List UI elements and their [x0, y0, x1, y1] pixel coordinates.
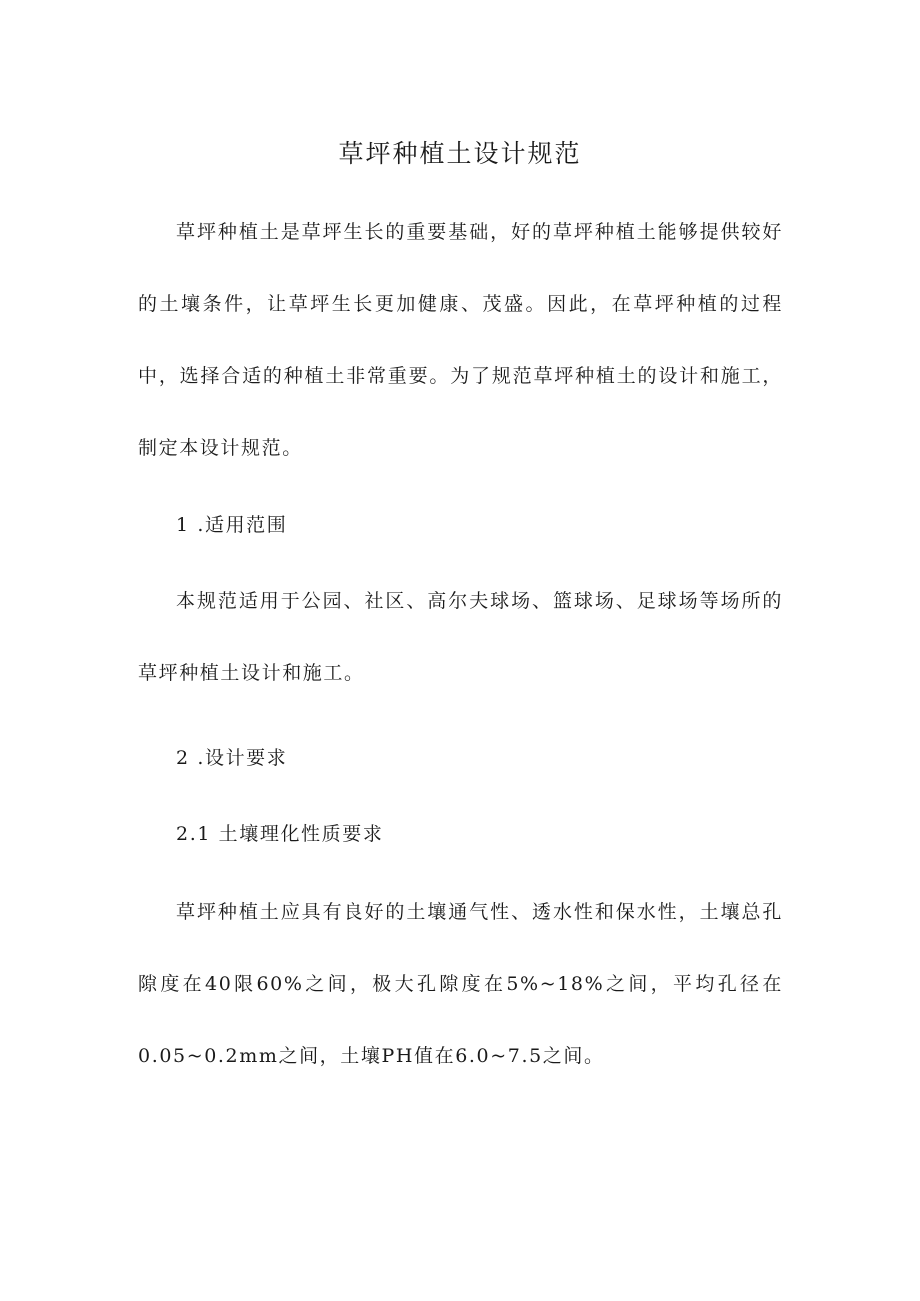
section-heading-scope: 1 .适用范围	[176, 514, 288, 536]
intro-paragraph: 草坪种植土是草坪生长的重要基础，好的草坪种植土能够提供较好的土壤条件，让草坪生长更加健康、茂盛。因此，在草坪种植的过程中，选择合适的种植土非常重要。为了规范草坪种植土的设计和施工，制定本设计规范。	[138, 221, 783, 459]
document-title: 草坪种植土设计规范	[338, 139, 582, 168]
soil-properties-paragraph: 草坪种植土应具有良好的土壤通气性、透水性和保水性，土壤总孔隙度在40限60%之间，极大孔隙度在5%~18%之间，平均孔径在0.05~0.2mm之间，土壤PH值在6.0~7.5之间。	[138, 901, 783, 1067]
section-heading-design-requirements: 2 .设计要求	[176, 747, 288, 769]
scope-paragraph: 本规范适用于公园、社区、高尔夫球场、篮球场、足球场等场所的草坪种植土设计和施工。	[138, 590, 783, 684]
section-heading-soil-properties: 2.1 土壤理化性质要求	[176, 823, 384, 845]
